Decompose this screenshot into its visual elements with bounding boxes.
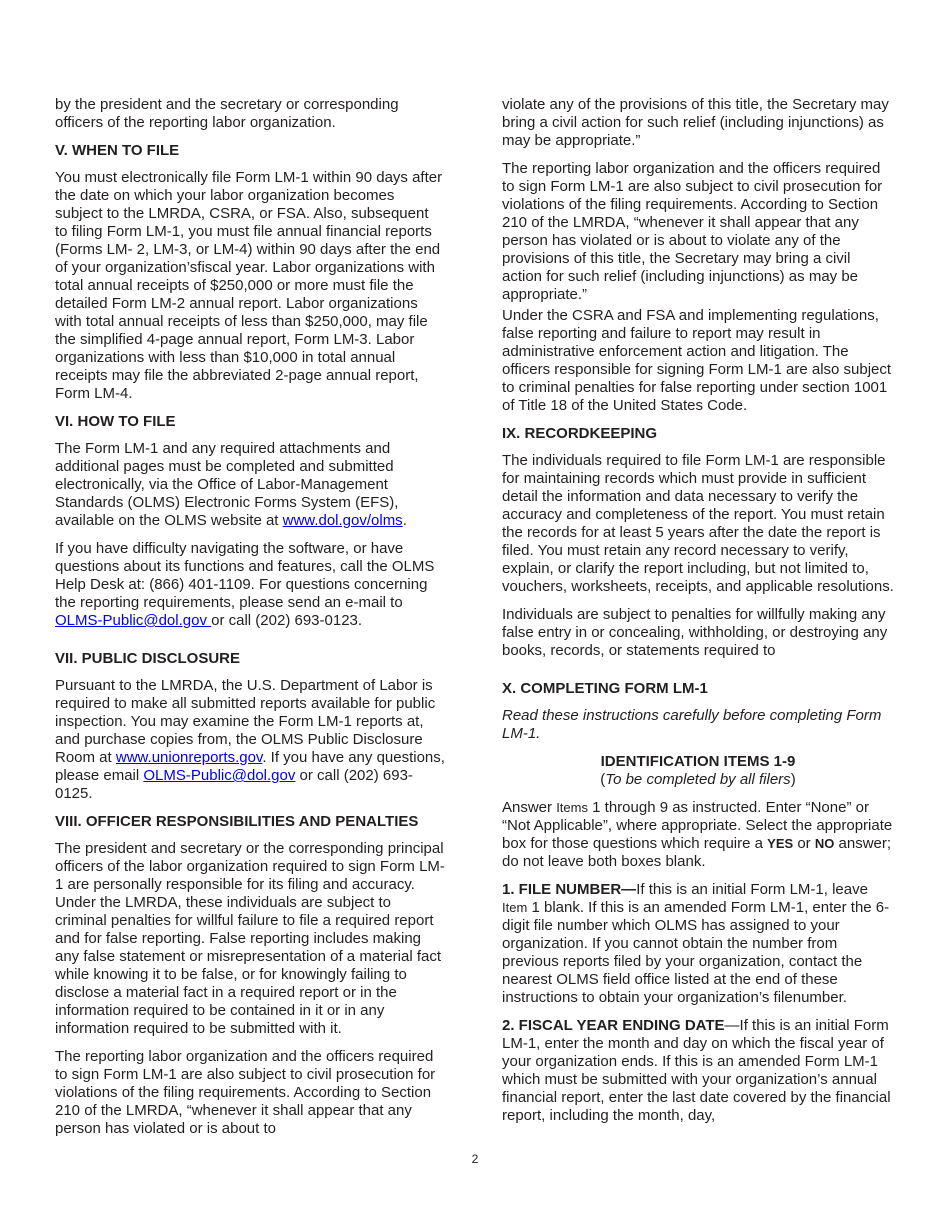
- section-ix-heading: IX. RECORDKEEPING: [502, 425, 658, 442]
- section-viii-csra-para: Under the CSRA and FSA and implementing regulations, false reporting and failure to report may result in administrative enforcement action and litigation. The officers responsible for signing Form LM-1 are also subject to criminal penalties for false reporting under section 1001 of Title 18 of the United States Code.: [502, 307, 892, 414]
- olms-website-link[interactable]: www.dol.gov/olms: [282, 512, 403, 529]
- note-close-paren: ): [790, 771, 796, 788]
- section-vi-para-2: [55, 540, 445, 630]
- left-column: [55, 96, 445, 1148]
- section-viii-para-1: The president and secretary or the corresponding principal officers of the labor organization required to sign Form LM-1 are personally responsible for its filing and accuracy. Under the LMRDA, these individuals are subject to criminal penalties for willful failure to file a required report and for false reporting. False reporting includes making any false statement or misrepresentation of a material fact while knowing it to be false, or for knowingly failing to disclose a material fact in a required report or in the information required to be contained in it or in any information required to be submitted with it.: [55, 840, 445, 1037]
- section-viii-repeat-para: The reporting labor organization and the officers required to sign Form LM-1 are also subject to civil prosecution for violations of the filing requirements. According to Section 210 of the LMRDA, “whenever it shall appear that any person has violated or is about to violate any of the provisions of this title, the Secretary may bring a civil action for such relief (including injunctions) as may be appropriate.”: [502, 160, 883, 303]
- answer-items-word: Items: [556, 800, 588, 815]
- answer-or: or: [793, 835, 815, 852]
- section-vii-body: [55, 677, 445, 803]
- olms-public-email-link[interactable]: OLMS-Public@dol.gov: [55, 612, 212, 629]
- answer-text-c: answer; do not leave both boxes blank.: [502, 835, 892, 870]
- section-vii-heading: VII. PUBLIC DISCLOSURE: [55, 650, 241, 667]
- answer-instructions: [502, 799, 894, 871]
- section-vi-para-1: [55, 440, 445, 530]
- section-vi-text-1: The Form LM-1 and any required attachments and additional pages must be completed and submitted electronically, via the Office of Labor-Management Standards (OLMS) Electronic Forms System (EFS), available on the OLMS website at: [55, 440, 399, 529]
- section-vii-text-2: . If you have any questions, please email: [55, 749, 445, 784]
- identification-items-note: [502, 771, 894, 789]
- olms-public-email-link-2[interactable]: OLMS-Public@dol.gov: [143, 767, 296, 784]
- item-1-item-word: Item: [502, 900, 528, 915]
- section-v-heading: V. WHEN TO FILE: [55, 142, 180, 159]
- answer-yes: YES: [767, 836, 794, 851]
- section-ix-para-2: Individuals are subject to penalties for willfully making any false entry in or concealing, withholding, or destroying any books, records, or statements required to: [502, 606, 888, 659]
- section-vi-text-1-end: .: [402, 512, 407, 529]
- page-number: 2: [471, 1152, 479, 1166]
- item-2-text: —If this is an initial Form LM-1, enter the month and day on which the fiscal year of your organization ends. If this is an amended Form LM-1 which must be submitted with your organization’s annual financial report, enter the last date covered by the financial report, including the month, day,: [502, 1017, 891, 1124]
- item-2-fiscal-year: [502, 1017, 894, 1125]
- section-ix-para-1: The individuals required to file Form LM-1 are responsible for maintaining records which must provide in sufficient detail the information and data necessary to verify the accuracy and completeness of the report. You must retain the records for at least 5 years after the date the report is filed. You must retain any record necessary to verify, explain, or clarify the report including, but not limited to, vouchers, worksheets, receipts, and applicable resolutions.: [502, 452, 894, 595]
- section-viii-continuation: violate any of the provisions of this title, the Secretary may bring a civil action for such relief (including injunctions) as may be appropriate.”: [502, 96, 889, 149]
- section-vi-text-2-end: or call (202) 693-0123.: [211, 612, 363, 629]
- item-1-text-b: 1 blank. If this is an amended Form LM-1, enter the 6-digit file number which OLMS has assigned to your organization. If you cannot obtain the number from previous reports filed by your organization, contact the nearest OLMS field office listed at the end of these instructions to obtain your organization’s filenumber.: [502, 899, 890, 1006]
- answer-no: NO: [814, 836, 835, 851]
- note-open-paren: (: [600, 771, 606, 788]
- section-x-heading: X. COMPLETING FORM LM-1: [502, 680, 708, 697]
- intro-continuation: by the president and the secretary or corresponding officers of the reporting labor organization.: [55, 96, 399, 131]
- answer-text-b: 1 through 9 as instructed. Enter “None” or “Not Applicable”, where appropriate. Select the appropriate box for those questions which require a: [502, 799, 893, 852]
- item-2-label: 2. FISCAL YEAR ENDING DATE: [502, 1017, 725, 1034]
- identification-items-heading: IDENTIFICATION ITEMS 1-9: [600, 753, 796, 770]
- section-vi-heading: VI. HOW TO FILE: [55, 413, 176, 430]
- answer-text-a: Answer: [502, 799, 557, 816]
- section-v-body: You must electronically file Form LM-1 within 90 days after the date on which your labor organization becomes subject to the LMRDA, CSRA, or FSA. Also, subsequent to filing Form LM-1, you must file annual financial reports (Forms LM- 2, LM-3, or LM-4) within 90 days after the end of your organization’sfiscal year. Labor organizations with total annual receipts of $250,000 or more must file the detailed Form LM-2 annual report. Labor organizations with total annual receipts of less than $250,000, may file the simplified 4-page annual report, Form LM-3. Labor organizations with less than $10,000 in total annual receipts may file the abbreviated 2-page annual report, Form LM-4.: [55, 169, 443, 402]
- item-1-text-a: If this is an initial Form LM-1, leave: [636, 881, 868, 898]
- unionreports-link[interactable]: www.unionreports.gov: [115, 749, 263, 766]
- section-viii-para-2: The reporting labor organization and the officers required to sign Form LM-1 are also subject to civil prosecution for violations of the filing requirements. According to Section 210 of the LMRDA, “whenever it shall appear that any person has violated or is about to: [55, 1048, 436, 1137]
- note-text: To be completed by all filers: [605, 771, 791, 788]
- section-x-intro: Read these instructions carefully before completing Form LM-1.: [502, 707, 882, 742]
- right-column: [502, 96, 894, 1135]
- item-1-label: 1. FILE NUMBER—: [502, 881, 637, 898]
- section-viii-heading: VIII. OFFICER RESPONSIBILITIES AND PENALTIES: [55, 813, 419, 830]
- section-vi-text-2: If you have difficulty navigating the software, or have questions about its functions and features, call the OLMS Help Desk at: (866) 401-1109. For questions concerning the reporting requirements, please send an e-mail to: [55, 540, 435, 611]
- section-vii-text-1: Pursuant to the LMRDA, the U.S. Department of Labor is required to make all submitted reports available for public inspection. You may examine the Form LM-1 reports at, and purchase copies from, the OLMS Public Disclosure Room at: [55, 677, 436, 766]
- section-vii-text-3: or call (202) 693-0125.: [55, 767, 413, 802]
- item-1-file-number: [502, 881, 894, 1007]
